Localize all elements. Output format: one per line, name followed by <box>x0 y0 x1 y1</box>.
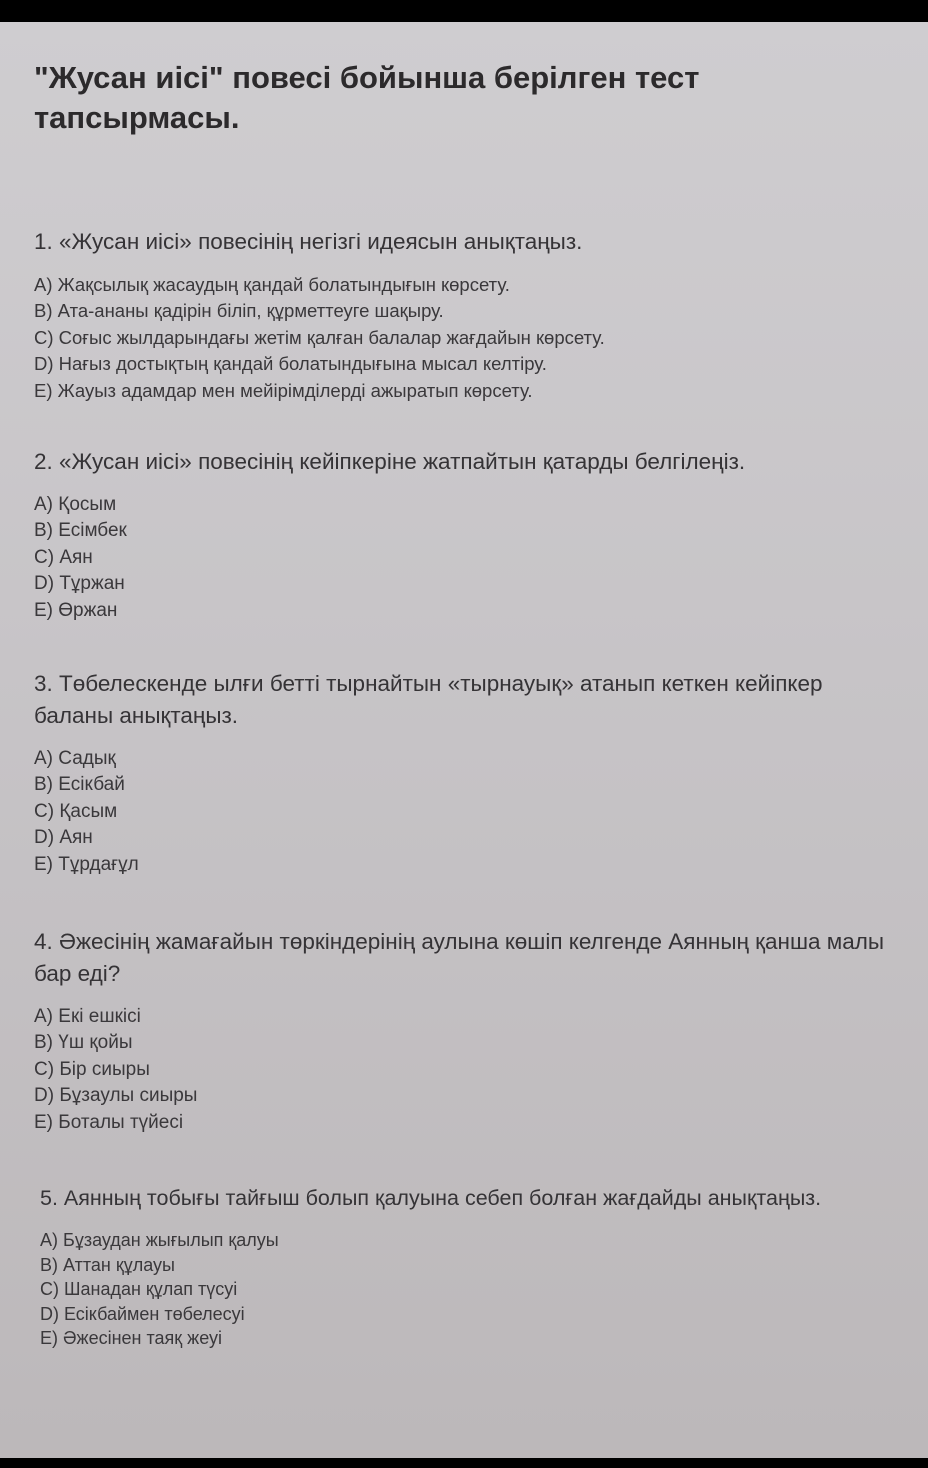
option-d: D) Нағыз достықтың қандай болатындығына мысал келтіру. <box>34 353 547 375</box>
option-a: A) Қосым <box>34 494 117 515</box>
option-c: C) Шанадан құлап түсуі <box>40 1279 238 1299</box>
page-title: "Жусан иісі" повесі бойынша берілген тест тапсырмасы. <box>34 60 700 135</box>
option-d: D) Аян <box>34 827 93 849</box>
option-e: E) Тұрдағұл <box>34 853 139 875</box>
option-d: D) Бұзаулы сиыры <box>34 1085 198 1107</box>
question-text: 4. Әжесінің жамағайын төркіндерінің аулына көшіп келгенде Аянның қанша малы бар еді? <box>34 929 885 986</box>
question-text: 2. «Жусан иісі» повесінің кейіпкеріне жатпайтын қатарды белгілеңіз. <box>34 449 746 474</box>
option-list <box>34 746 894 878</box>
option-d: D) Есікбаймен төбелесуі <box>40 1303 245 1324</box>
option-b: B) Есімбек <box>34 520 127 542</box>
option-e: E) Өржан <box>34 599 118 621</box>
option-a: A) Жақсылық жасаудың қандай болатындығын көрсету. <box>34 274 510 295</box>
bottom-border <box>0 1458 928 1468</box>
question-4 <box>34 926 894 1136</box>
question-text: 1. «Жусан иісі» повесінің негізгі идеясын анықтаңыз. <box>34 229 583 254</box>
question-text: 5. Аянның тобығы тайғыш болып қалуына себеп болған жағдайды анықтаңыз. <box>40 1186 822 1210</box>
option-e: E) Әжесінен таяқ жеуі <box>40 1328 223 1348</box>
option-b: B) Ата-ананы қадірін біліп, құрметтеуге шақыру. <box>34 300 444 322</box>
option-list <box>34 272 894 404</box>
option-c: C) Қасым <box>34 800 118 822</box>
option-c: C) Бір сиыры <box>34 1058 150 1080</box>
option-e: E) Боталы түйесі <box>34 1111 184 1133</box>
option-c: C) Соғыс жылдарындағы жетім қалған балалар жағдайын көрсету. <box>34 326 605 348</box>
option-list <box>34 1004 894 1136</box>
question-5 <box>40 1182 900 1351</box>
question-2 <box>34 446 894 624</box>
option-list <box>40 1228 900 1351</box>
question-text: 3. Төбелескенде ылғи бетті тырнайтын «тырнауық» атанып кеткен кейіпкер баланы анықтаңыз. <box>34 671 823 728</box>
option-b: B) Аттан құлауы <box>40 1254 175 1275</box>
option-list <box>34 492 894 624</box>
question-3 <box>34 668 894 878</box>
option-a: A) Бұзаудан жығылып қалуы <box>40 1230 279 1250</box>
option-b: B) Үш қойы <box>34 1032 133 1054</box>
option-a: A) Садық <box>34 748 116 769</box>
option-e: E) Жауыз адамдар мен мейірімділерді ажыратып көрсету. <box>34 379 533 401</box>
question-1 <box>34 226 894 404</box>
option-c: C) Аян <box>34 546 93 568</box>
option-d: D) Тұржан <box>34 573 125 595</box>
option-a: A) Екі ешкісі <box>34 1006 141 1027</box>
option-b: B) Есікбай <box>34 774 125 796</box>
